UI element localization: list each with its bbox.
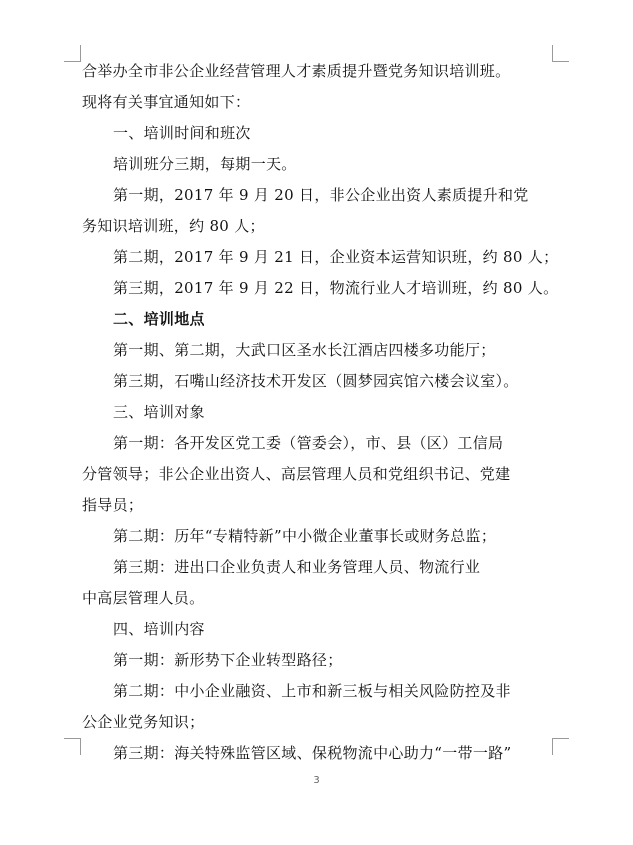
body-line: 第一期、第二期，大武口区圣水长江酒店四楼多功能厅； [113,341,496,359]
body-line: 第二期，2017 年 9 月 21 日，企业资本运营知识班，约 80 人； [113,248,559,266]
body-line: 第三期，2017 年 9 月 22 日，物流行业人才培训班，约 80 人。 [113,279,559,297]
body-line: 合举办全市非公企业经营管理人才素质提升暨党务知识培训班。 [82,62,511,80]
crop-mark-bottom-right [552,738,569,755]
body-line: 第二期：中小企业融资、上市和新三板与相关风险防控及非 [113,682,511,700]
body-line: 第三期，石嘴山经济技术开发区（圆梦园宾馆六楼会议室）。 [113,372,519,390]
crop-mark-top-right [552,45,569,62]
body-line: 第三期：海关特殊监管区域、保税物流中心助力“一带一路” [113,744,512,762]
body-line: 公企业党务知识； [82,713,205,731]
body-line: 第一期，2017 年 9 月 20 日，非公企业出资人素质提升和党 [113,186,529,204]
section-heading-4: 四、培训内容 [113,620,205,638]
body-line: 指导员； [82,496,144,514]
body-line: 中高层管理人员。 [82,589,205,607]
body-line: 分管领导；非公企业出资人、高层管理人员和党组织书记、党建 [82,465,511,483]
body-line: 第一期：新形势下企业转型路径； [113,651,343,669]
section-heading-2: 二、培训地点 [113,310,205,328]
crop-mark-top-left [64,45,81,62]
body-line: 第二期：历年“专精特新”中小微企业董事长或财务总监； [113,527,497,545]
page-number: 3 [313,775,320,786]
body-line: 现将有关事宜通知如下： [82,93,251,111]
section-heading-1: 一、培训时间和班次 [113,124,251,142]
body-line: 第三期：进出口企业负责人和业务管理人员、物流行业 [113,558,481,576]
body-line: 培训班分三期，每期一天。 [113,155,297,173]
body-line: 务知识培训班，约 80 人； [82,217,265,235]
body-line: 第一期：各开发区党工委（管委会），市、县（区）工信局 [113,434,504,452]
crop-mark-bottom-left [64,738,81,755]
section-heading-3: 三、培训对象 [113,403,205,421]
